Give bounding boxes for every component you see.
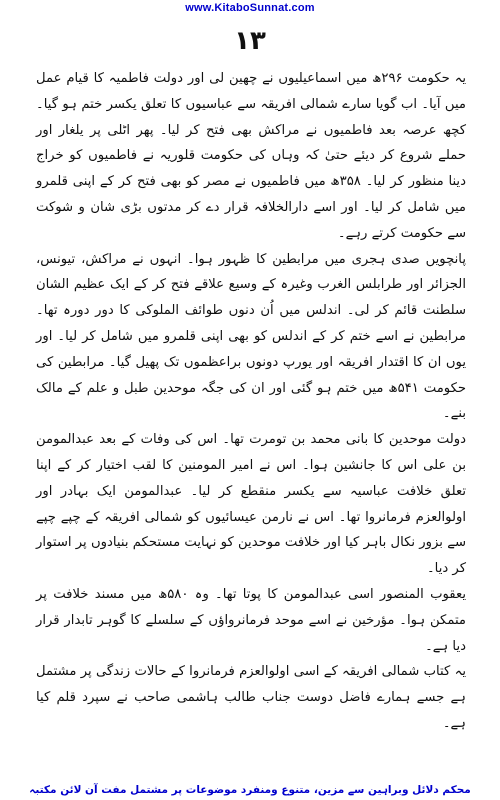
paragraph-1: یہ حکومت ۲۹۶ھ میں اسماعیلیوں نے چھین لی اور دولت فاطمیہ کا قیام عمل میں آیا۔ اب گویا سارے شمالی افریقہ سے عباسیوں کا تعلق یکسر ختم ہو گیا۔ کچھ عرصہ بعد فاطمیوں نے مراکش بھی فتح کر لیا۔ پھر اٹلی پر یلغار اور حملے شروع کر دیئے حتیٰ کہ وہاں کی حکومت قلوریہ نے فاطمیوں کو خراج دینا منظور کر لیا۔ ۳۵۸ھ میں فاطمیوں نے مصر کو بھی فتح کر کے اپنی قلمرو میں شامل کر لیا۔ اور اسے دارالخلافہ قرار دے کر مدتوں بڑی شان و شوکت سے حکومت کرتے رہے۔ (36, 71, 467, 241)
paragraph-2: پانچویں صدی ہجری میں مرابطین کا ظہور ہوا۔ انہوں نے مراکش، تیونس، الجزائر اور طرابلس الغرب وغیرہ کے وسیع علاقے فتح کر کے ایک عظیم الشان سلطنت قائم کر لی۔ اندلس میں اُن دنوں طوائف الملوکی کا دور دورہ تھا۔ مرابطین نے اسے ختم کر کے اندلس کو بھی اپنی قلمرو میں شامل کر لیا۔ اور یوں ان کا اقتدار افریقہ اور یورپ دونوں براعظموں تک پھیل گیا۔ مرابطین کی حکومت ۵۴۱ھ میں ختم ہو گئی اور ان کی جگہ موحدین طبل و علم کے مالک بنے۔ (36, 251, 467, 422)
paragraph-3: دولت موحدین کا بانی محمد بن تومرت تھا۔ اس کی وفات کے بعد عبدالمومن بن علی اس کا جانشین ہوا۔ اس نے امیر المومنین کا لقب اختیار کر کے اپنا تعلق خلافت عباسیہ سے یکسر منقطع کر لیا۔ عبدالمومن ایک بہادر اور اولوالعزم فرمانروا تھا۔ اس نے نارمن عیسائیوں کو شمالی افریقہ کے چپے چپے سے بزور نکال باہر کیا اور خلافت موحدین کو نہایت مستحکم بنیادوں پر استوار کر دیا۔ (36, 432, 466, 577)
paragraph-4: یعقوب المنصور اسی عبدالمومن کا پوتا تھا۔ وہ ۵۸۰ھ میں مسند خلافت پر متمکن ہوا۔ مؤرخین نے اسے موحد فرمانرواؤں کے سلسلے کا گوہر تابدار قرار دیا ہے۔ (36, 586, 466, 654)
main-text (36, 66, 466, 737)
footer-banner: محکم دلائل وبراہین سے مزین، متنوع ومنفرد موضوعات پر مشتمل مفت آن لائن مکتبہ (29, 784, 471, 796)
paragraph-5: یہ کتاب شمالی افریقہ کے اسی اولوالعزم فرمانروا کے حالات زندگی پر مشتمل ہے جسے ہمارے فاضل دوست جناب طالب ہاشمی صاحب نے سپرد قلم کیا ہے۔ (36, 664, 466, 731)
page-number: ۱۳ (234, 26, 266, 56)
header-url[interactable]: www.KitaboSunnat.com (185, 2, 315, 14)
